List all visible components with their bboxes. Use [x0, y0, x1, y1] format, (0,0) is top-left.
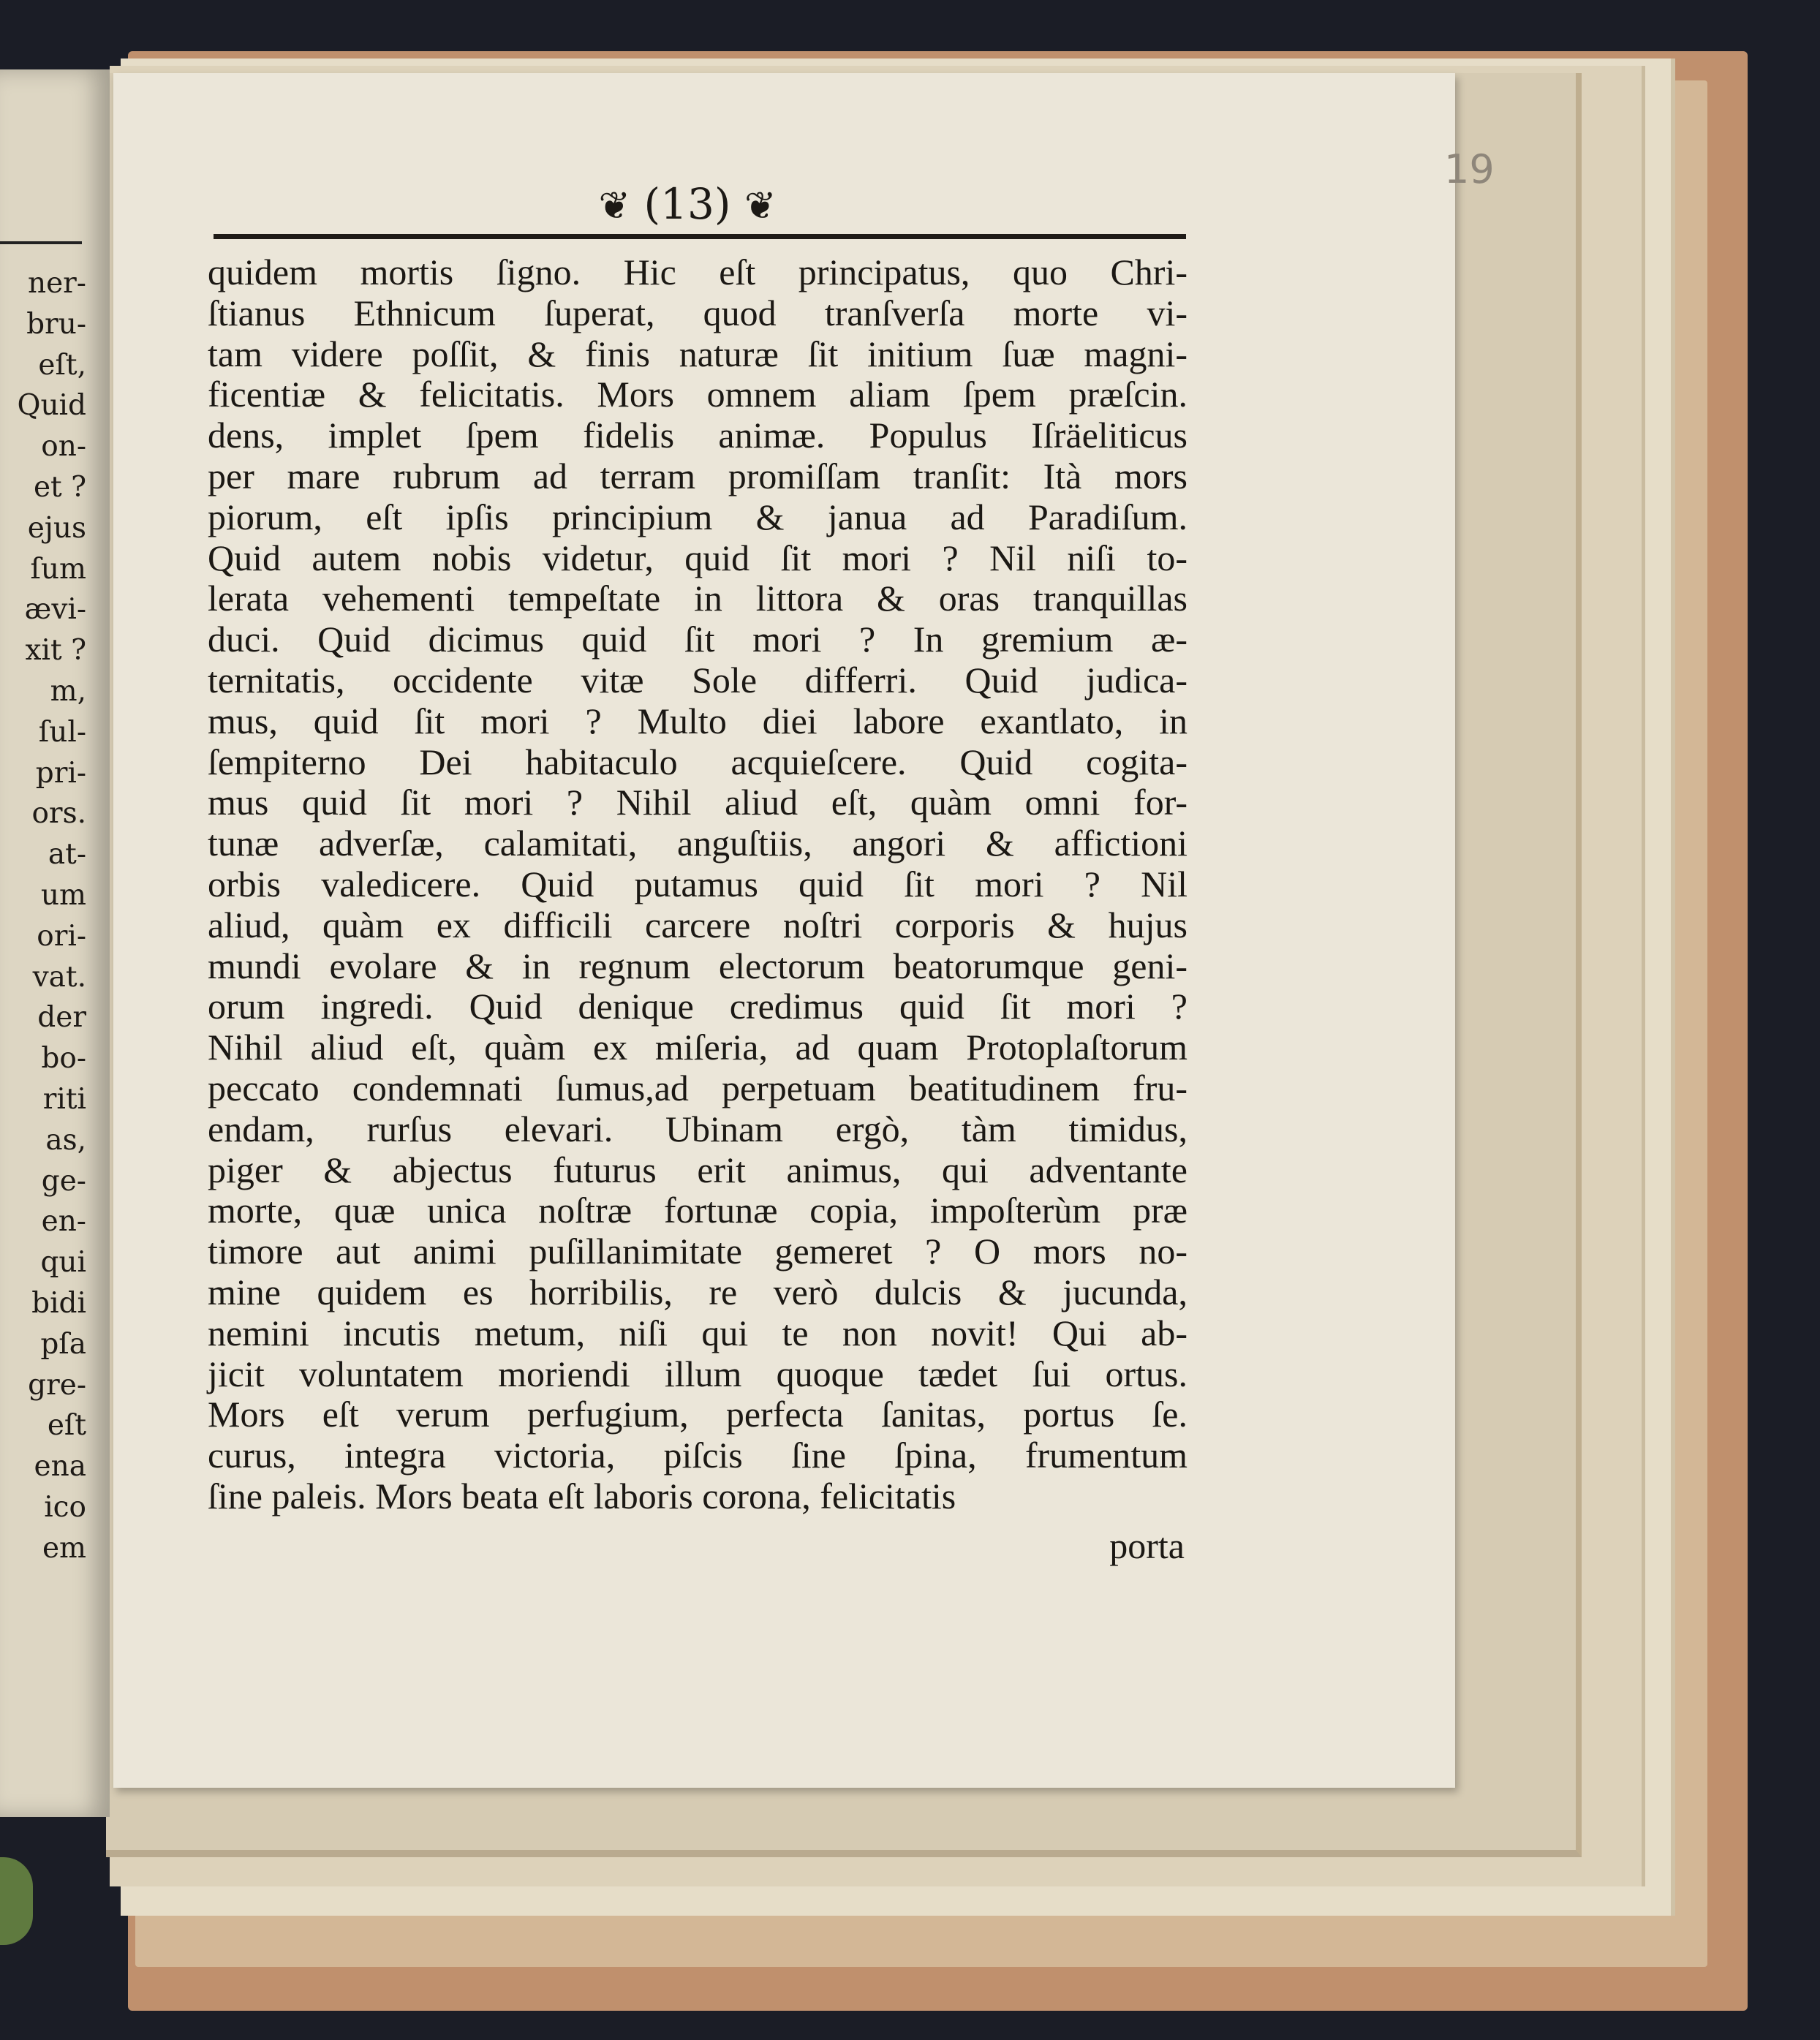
catchword: porta [1109, 1525, 1185, 1566]
header-rule [214, 234, 1186, 239]
left-page-line: um [40, 878, 86, 912]
left-page-line: pſa [40, 1327, 86, 1361]
left-page-line: ner- [27, 267, 86, 300]
left-page-line: bru- [26, 307, 86, 341]
left-page-line: ſul- [38, 715, 86, 749]
body-text [208, 252, 1187, 1517]
left-page-line: at- [48, 838, 86, 872]
left-page-line: ævi- [24, 593, 86, 627]
text-line: curus, integra victoria, piſcis ſine ſpina, frumentum [208, 1435, 1187, 1476]
left-page-line: ori- [37, 919, 86, 953]
text-line: Nihil aliud eſt, quàm ex miſeria, ad quam Protoplaſtorum [208, 1027, 1187, 1068]
left-page-line: Quid [17, 389, 86, 423]
page-number: (13) [643, 179, 731, 229]
pencil-folio-mark: 19 [1444, 146, 1495, 192]
text-line: morte, quæ unica noſtræ fortunæ copia, impoſterùm præ [208, 1190, 1187, 1231]
text-line: ſtianus Ethnicum ſuperat, quod tranſverſa morte vi- [208, 292, 1187, 333]
text-line: tam videre poſſit, & finis naturæ ſit initium ſuæ magni- [208, 333, 1187, 374]
left-page-line: riti [42, 1082, 86, 1116]
left-page-line: ſum [30, 552, 86, 586]
text-line: ternitatis, occidente vitæ Sole differri. Quid judica- [208, 659, 1187, 700]
left-page-line: qui [40, 1246, 86, 1280]
left-page-line: pri- [35, 756, 86, 790]
left-page-line: bo- [41, 1042, 86, 1076]
left-page-line: ena [34, 1450, 86, 1484]
left-page-line: bidi [31, 1286, 86, 1320]
left-page-line: vat. [32, 960, 86, 994]
text-line: ſempiterno Dei habitaculo acquieſcere. Quid cogita- [208, 741, 1187, 782]
left-page-line: em [42, 1531, 86, 1565]
left-page-line: xit ? [25, 634, 86, 668]
ornament-left-icon: ❦ [598, 184, 631, 228]
text-line: Mors eſt verum perfugium, perfecta ſanitas, portus ſe. [208, 1394, 1187, 1435]
left-page-line: et ? [33, 470, 86, 504]
text-line: timore aut animi puſillanimitate gemeret ? O mors no- [208, 1231, 1187, 1272]
left-page-line: ico [44, 1490, 86, 1524]
left-page-line: on- [41, 430, 86, 464]
text-line: mine quidem es horribilis, re verò dulcis & jucunda, [208, 1271, 1187, 1312]
left-page-line: ors. [31, 797, 86, 831]
text-line: mundi evolare & in regnum electorum beatorumque geni- [208, 945, 1187, 986]
text-line: aliud, quàm ex difficili carcere noſtri corporis & hujus [208, 904, 1187, 945]
text-line: jicit voluntatem moriendi illum quoque tædet ſui ortus. [208, 1353, 1187, 1394]
text-line: piger & abjectus futurus erit animus, qui adventante [208, 1149, 1187, 1190]
left-page-text [0, 263, 86, 1569]
bookmark-leaf [0, 1857, 33, 1945]
text-line: ſine paleis. Mors beata eſt laboris corona, felicitatis [208, 1475, 956, 1516]
text-line: orbis valedicere. Quid putamus quid ſit mori ? Nil [208, 863, 1187, 904]
text-line: tunæ adverſæ, calamitati, anguſtiis, angori & affictioni [208, 823, 1187, 864]
text-line: lerata vehementi tempeſtate in littora & oras tranquillas [208, 578, 1187, 619]
left-page-line: ge- [41, 1164, 86, 1198]
left-page-line: as, [45, 1123, 86, 1157]
text-line: quidem mortis ſigno. Hic eſt principatus, quo Chri- [208, 252, 1187, 292]
text-line: endam, rurſus elevari. Ubinam ergò, tàm timidus, [208, 1108, 1187, 1149]
text-line: piorum, eſt ipſis principium & janua ad Paradiſum. [208, 496, 1187, 537]
left-page-rule [0, 241, 82, 244]
text-line: nemini incutis metum, niſi qui te non novit! Qui ab- [208, 1312, 1187, 1353]
ornament-right-icon: ❦ [744, 184, 777, 228]
text-line: dens, implet ſpem fidelis animæ. Populus Iſräeliticus [208, 415, 1187, 456]
text-line: duci. Quid dicimus quid ſit mori ? In gremium æ- [208, 619, 1187, 660]
left-page-line: m, [50, 674, 86, 708]
text-line: mus quid ſit mori ? Nihil aliud eſt, quàm omni for- [208, 782, 1187, 823]
left-page-line: ejus [27, 511, 86, 545]
text-line: per mare rubrum ad terram promiſſam tranſit: Ità mors [208, 455, 1187, 496]
text-line: peccato condemnati ſumus,ad perpetuam beatitudinem fru- [208, 1067, 1187, 1108]
left-page-line: gre- [28, 1368, 86, 1402]
left-page-line: en- [41, 1205, 86, 1239]
left-page-line: eſt [47, 1409, 86, 1443]
text-line: ficentiæ & felicitatis. Mors omnem aliam ſpem præſcin. [208, 374, 1187, 415]
text-line: orum ingredi. Quid denique credimus quid ſit mori ? [208, 986, 1187, 1027]
text-line: Quid autem nobis videtur, quid ſit mori ? Nil niſi to- [208, 537, 1187, 578]
text-line: mus, quid ſit mori ? Multo diei labore exantlato, in [208, 700, 1187, 741]
page-header [570, 179, 804, 229]
left-page-line: der [37, 1001, 86, 1035]
left-page-line: eſt, [38, 348, 86, 382]
